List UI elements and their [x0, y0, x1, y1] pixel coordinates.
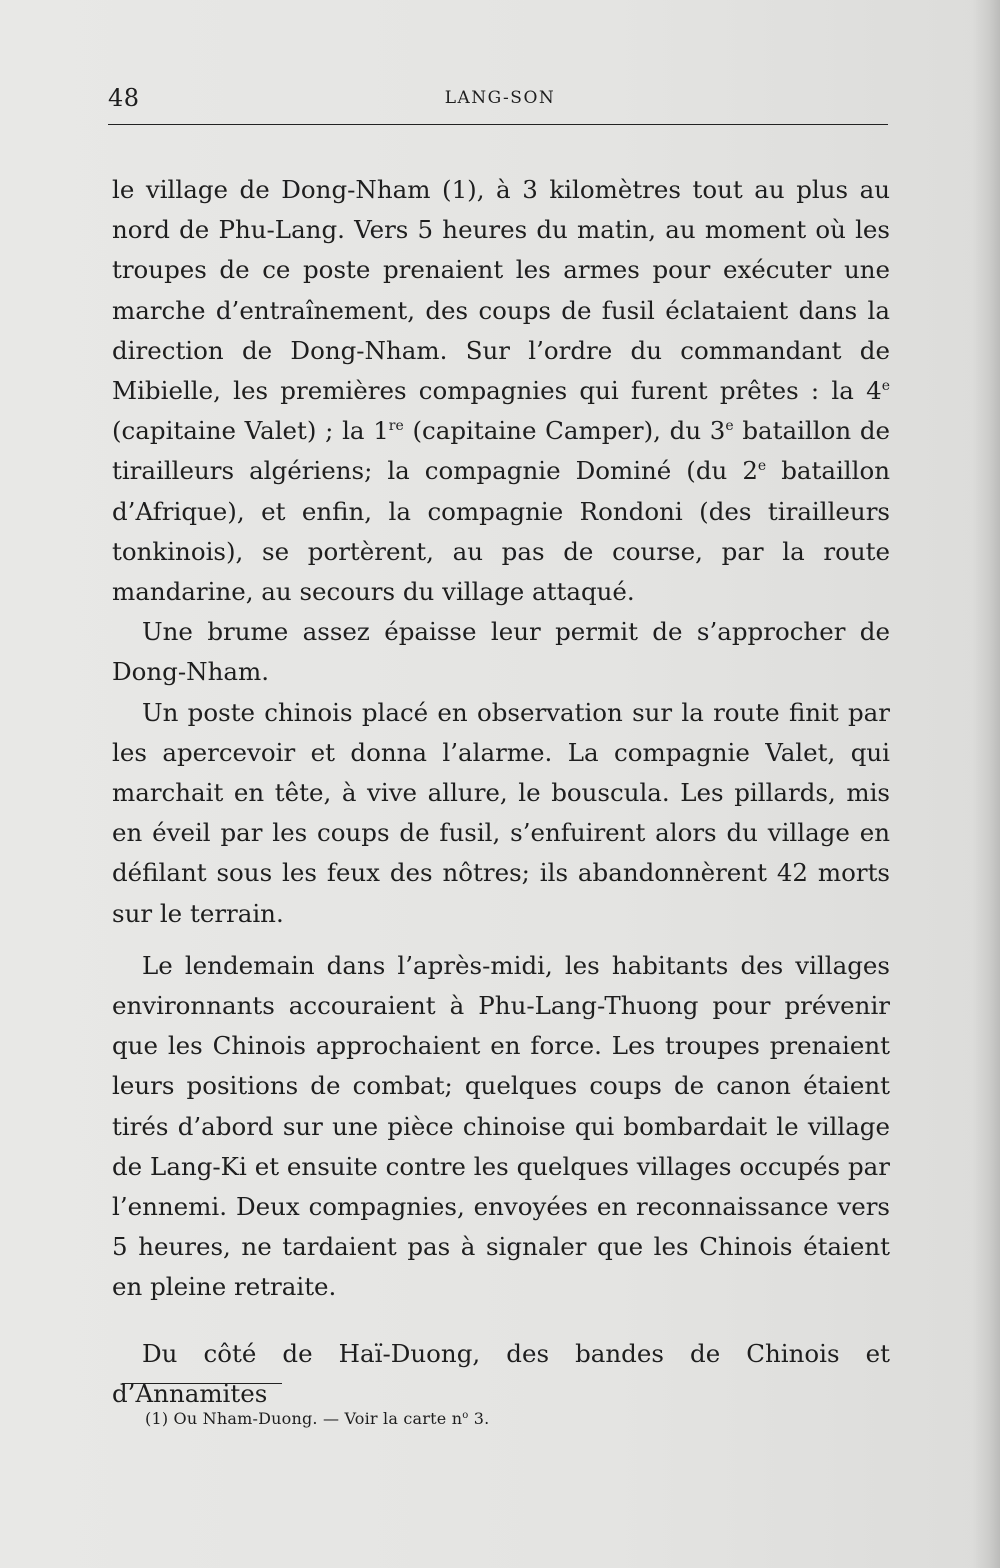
footnote [145, 1409, 489, 1428]
footnote-text: (1) Ou Nham-Duong. — Voir la carte n [145, 1409, 463, 1428]
page-number: 48 [108, 84, 140, 112]
paragraph-1-part-4: bataillon de tirailleurs algériens; la compagnie Dominé (du 2 [112, 416, 891, 486]
footnote-superscript: o [462, 1410, 469, 1421]
page-edge-shadow [972, 0, 1000, 1568]
superscript-re: re [388, 418, 404, 435]
paragraph-3: Un poste chinois placé en observation sur la route finit par les apercevoir et donna l’alarme. La compagnie Valet, qui marchait en tête, à vive allure, le bouscula. Les pillards, mis en éveil par les coups de fusil, s’enfuirent alors du village en défilant sous les feux des nôtres; ils abandonnèrent 42 morts sur le terrain. [112, 697, 890, 928]
paragraph-5: Du côté de Haï-Duong, des bandes de Chinois et d’Annamites [112, 1338, 890, 1408]
paragraph-1-part-2: (capitaine Valet) ; la 1 [112, 416, 389, 446]
footnote-rule [122, 1383, 282, 1384]
superscript-e-1: e [881, 378, 890, 395]
superscript-e-3: e [757, 458, 767, 475]
paragraph-1-part-1: le village de Dong-Nham (1), à 3 kilomètres tout au plus au nord de Phu-Lang. Vers 5 heures du matin, au moment où les troupes de ce poste prenaient les armes pour exécuter une marche d’entraînement, des coups de fusil éclataient dans la direction de Dong-Nham. Sur l’ordre du commandant de Mibielle, les premières compagnies qui furent prêtes : la 4 [112, 175, 890, 406]
paragraph-1-part-3: (capitaine Camper), du 3 [403, 416, 726, 446]
paragraph-2: Une brume assez épaisse leur permit de s’approcher de Dong-Nham. [112, 617, 890, 687]
paragraph-1-part-5: bataillon d’Afrique), et enfin, la compagnie Rondoni (des tirailleurs tonkinois), se portèrent, au pas de course, par la route mandarine, au secours du village attaqué. [112, 456, 890, 607]
running-title: LANG-SON [444, 88, 556, 108]
body-text [112, 170, 890, 1414]
paragraph-1 [112, 170, 890, 612]
superscript-e-2: e [725, 418, 734, 435]
footnote-tail: 3. [468, 1409, 490, 1428]
paragraph-4: Le lendemain dans l’après-midi, les habitants des villages environnants accouraient à Phu-Lang-Thuong pour prévenir que les Chinois approchaient en force. Les troupes prenaient leurs positions de combat; quelques coups de canon étaient tirés d’abord sur une pièce chinoise qui bombardait le village de Lang-Ki et ensuite contre les quelques villages occupés par l’ennemi. Deux compagnies, envoyées en reconnaissance vers 5 heures, ne tardaient pas à signaler que les Chinois étaient en pleine retraite. [112, 950, 890, 1302]
header-rule [108, 124, 888, 125]
